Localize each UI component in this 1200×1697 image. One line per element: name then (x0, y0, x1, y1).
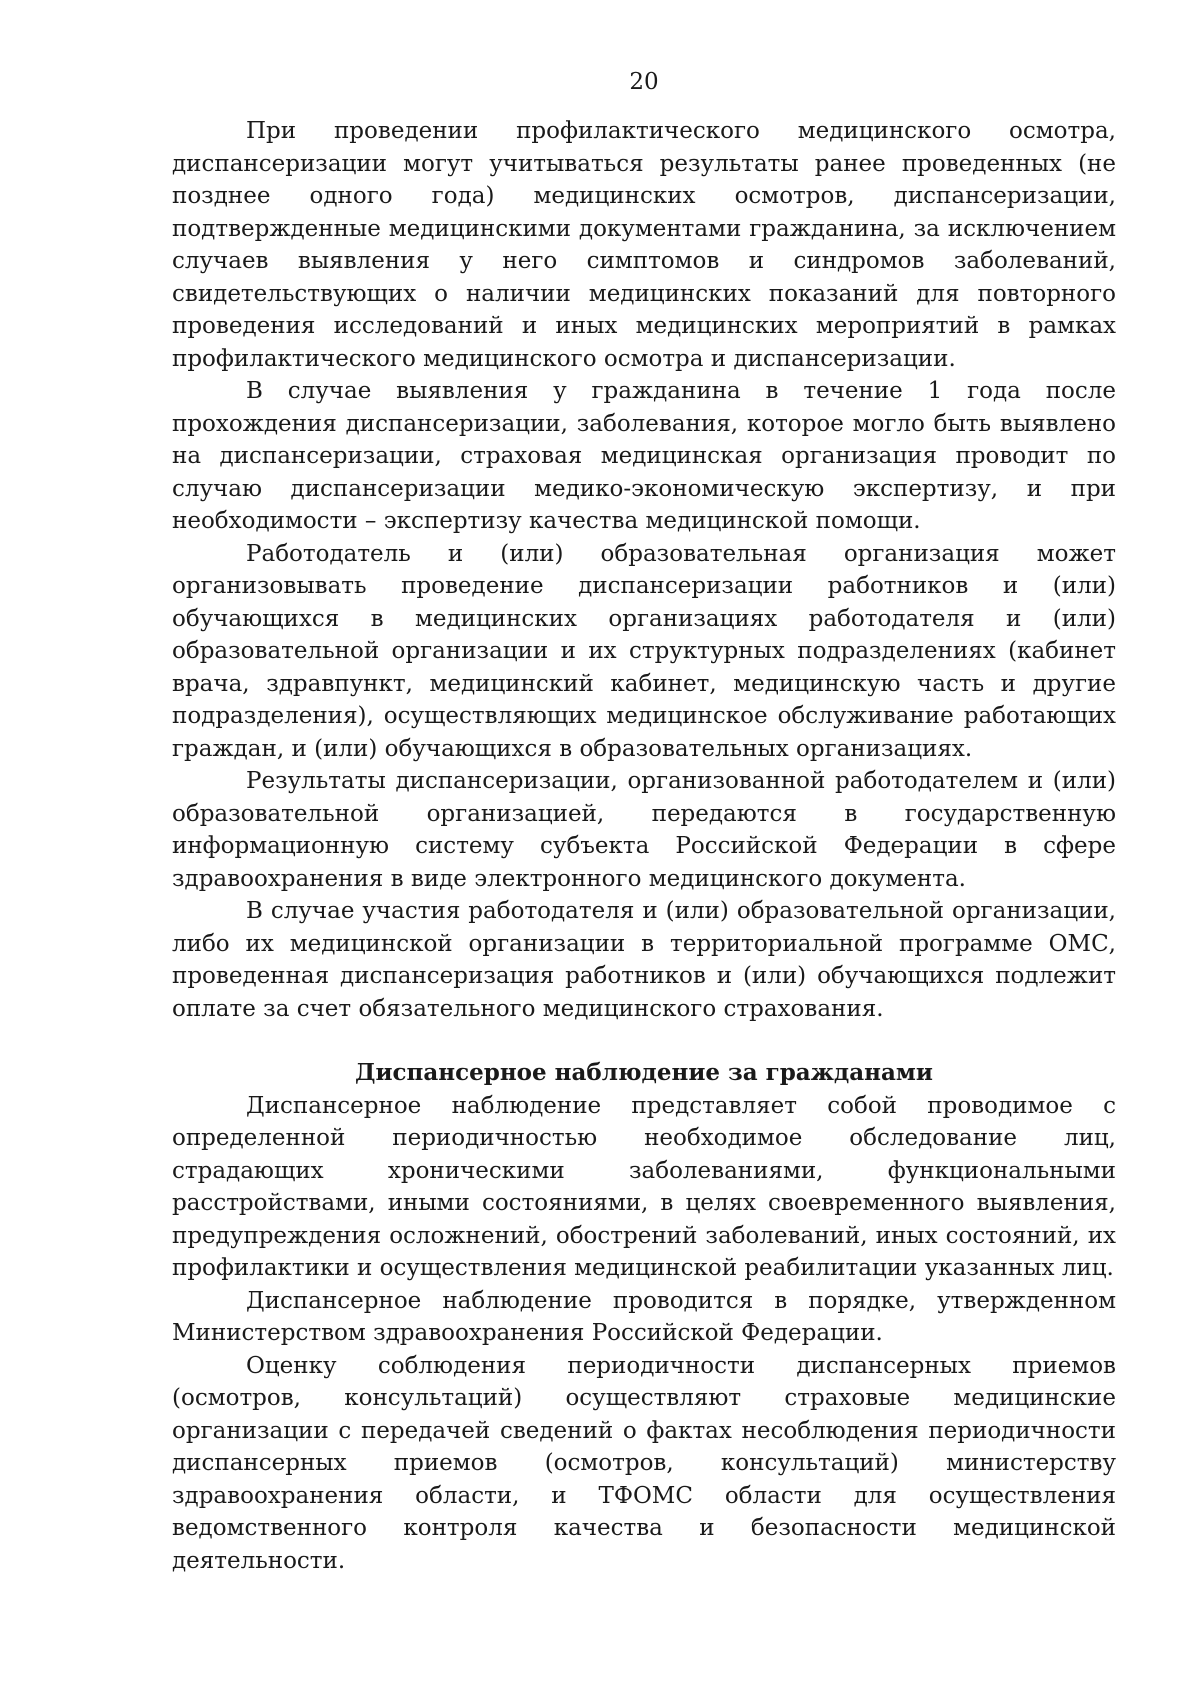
paragraph: В случае участия работодателя и (или) образовательной организации, либо их медицинской организации в территориальной программе ОМС, проведенная диспансеризация работников и (или) обучающихся подлежит оплате за счет обязательного медицинского страхования. (172, 898, 1116, 1022)
paragraph: Диспансерное наблюдение проводится в порядке, утвержденном Министерством здравоохранения Российской Федерации. (172, 1287, 1116, 1346)
page-number: 20 (629, 69, 659, 95)
paragraph: Результаты диспансеризации, организованной работодателем и (или) образовательной организацией, передаются в государственную информационную систему субъекта Российской Федерации в сфере здравоохранения в виде электронного медицинского документа. (172, 768, 1116, 892)
section-heading: Диспансерное наблюдение за гражданами (355, 1059, 933, 1086)
paragraph: Оценку соблюдения периодичности диспансерных приемов (осмотров, консультаций) осуществляют страховые медицинские организации с передачей сведений о фактах несоблюдения периодичности диспансерных приемов (осмотров, консультаций) министерству здравоохранения области, и ТФОМС области для осуществления ведомственного контроля качества и безопасности медицинской деятельности. (172, 1352, 1116, 1574)
paragraph: При проведении профилактического медицинского осмотра, диспансеризации могут учитываться результаты ранее проведенных (не позднее одного года) медицинских осмотров, диспансеризации, подтвержденные медицинскими документами гражданина, за исключением случаев выявления у него симптомов и синдромов заболеваний, свидетельствующих о наличии медицинских показаний для повторного проведения исследований и иных медицинских мероприятий в рамках профилактического медицинского осмотра и диспансеризации. (172, 118, 1116, 372)
paragraph: В случае выявления у гражданина в течение 1 года после прохождения диспансеризации, заболевания, которое могло быть выявлено на диспансеризации, страховая медицинская организация проводит по случаю диспансеризации медико-экономическую экспертизу, и при необходимости – экспертизу качества медицинской помощи. (172, 378, 1116, 534)
document-body (172, 115, 1116, 1577)
paragraph: Работодатель и (или) образовательная организация может организовывать проведение диспансеризации работников и (или) обучающихся в медицинских организациях работодателя и (или) образовательной организации и их структурных подразделениях (кабинет врача, здравпункт, медицинский кабинет, медицинскую часть и другие подразделения), осуществляющих медицинское обслуживание работающих граждан, и (или) обучающихся в образовательных организациях. (172, 540, 1116, 762)
paragraph: Диспансерное наблюдение представляет собой проводимое с определенной периодичностью необходимое обследование лиц, страдающих хроническими заболеваниями, функциональными расстройствами, иными состояниями, в целях своевременного выявления, предупреждения осложнений, обострений заболеваний, иных состояний, их профилактики и осуществления медицинской реабилитации указанных лиц. (172, 1092, 1116, 1281)
